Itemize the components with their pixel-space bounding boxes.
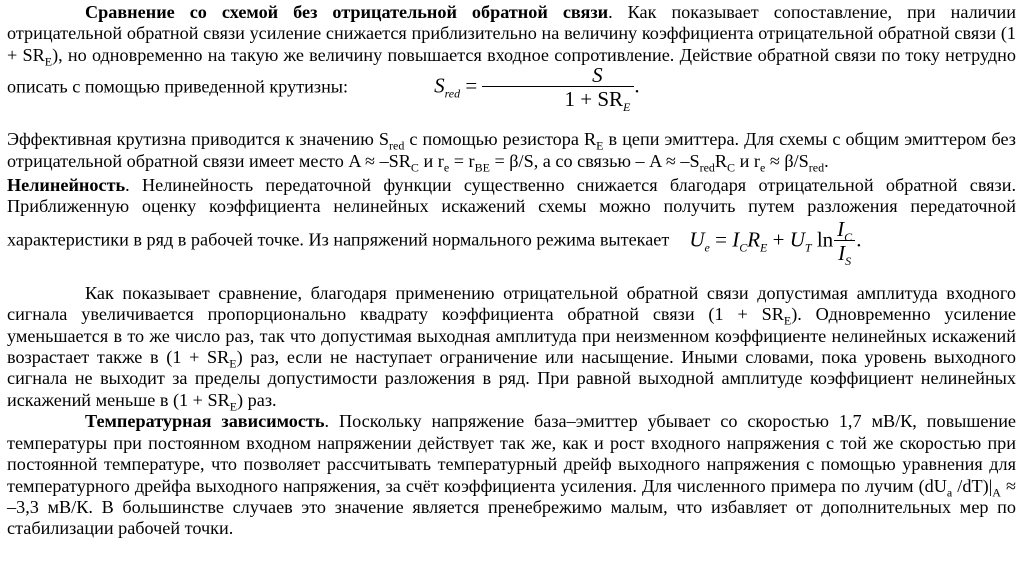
heading-comparison: Сравнение со схемой без отрицательной обратной связи <box>85 2 609 22</box>
paragraph-text: . Как показывает сопоставление, при наличии отрицательной обратной связи усиление снижается приблизительно на величину коэффициента отрицательной обратной связи (1 + SR <box>7 2 1016 65</box>
paragraph-amplitude-comparison: Как показывает сравнение, благодаря применению отрицательной обратной связи допустимая амплитуда входного сигнала увеличивается пропорционально квадрату коэффициента обратной связи $(1 + SR_E)$. Одновременно усиление уменьшается в то же число раз, так что допустимая выходная амплитуда при неизменном коэффициенте нелинейных искажений возрастает также в $(1 + SR_E)$ раз, если не наступает ограничение или насыщение. Иными словами, пока уровень выходного сигнала не выходит за пределы допустимости разложения в ряд. При равной выходной амплитуде коэффициент нелинейных искажений меньше в $(1 + SR_E)$ раз. <box>7 282 1017 414</box>
formula-sred: $S_{red}$ = $\frac{S}{1 + SR_E}$ . <box>434 63 640 115</box>
paragraph-text: ), но одновременно на такую же величину повышается входное сопротивление. Действие обратной связи по току нетрудно описать с помощью приведенной крутизны: <box>7 44 1016 97</box>
formula-ue: $U_e = I_CR_E + U_T$ ln $\frac{I_C}{I_S}$ . <box>689 216 862 269</box>
paragraph-temperature: Температурная зависимость. Поскольку напряжение база–эмиттер убывает со скоростью 1,7 мВ/К, повышение температуры при постоянном входном напряжении действует так же, как и рост входного напряжения с той же скоростью при постоянной температуре, что позволяет рассчитывать температурный дрейф выходного напряжения с помощью уравнения для температурного дрейфа выходного напряжения, за счёт коэффициента усиления. Для численного примера по лучим ($dU_a$ $/dT)|_A \approx -3,3$ мВ/К. В большинстве случаев это значение является пренебрежимо малым, что избавляет от дополнительных мер по стабилизации рабочей точки. <box>7 411 1017 539</box>
fraction: $\frac{I_C}{I_S}$ <box>833 218 856 265</box>
subscript: E <box>44 54 53 69</box>
paragraph-comparison <box>7 2 1016 115</box>
heading-nonlinearity: Нелинейность <box>7 175 126 196</box>
heading-temperature: Температурная зависимость <box>85 411 325 432</box>
paragraph-nonlinearity: Нелинейность. Нелинейность передаточной функции существенно снижается благодаря отрицательной обратной связи. Приближенную оценку коэффициента нелинейных искажений схемы можно получить путем разложения передаточной характеристики в ряд в рабочей точке. Из напряжений нормального режима вытекает $U_e = I_CR_E + U_T$ ln $\frac{I_C}{I_S}$ . <box>7 175 1016 269</box>
fraction: $\frac{S}{1 + SR_E}$ <box>482 64 634 111</box>
paragraph-effective-slope: Эффективная крутизна приводится к значению $S_{red}$ с помощью резистора $R_E$ в цепи эмиттера. Для схемы с общим эмиттером без отрицательной обратной связи имеет место $A \approx -SR_C$ и $r_e = r_{BE} = \beta/S$, а со связью – $A \approx -S_{red}R_C$ и $r_e \approx \beta/S_{red}$. <box>7 129 1016 175</box>
